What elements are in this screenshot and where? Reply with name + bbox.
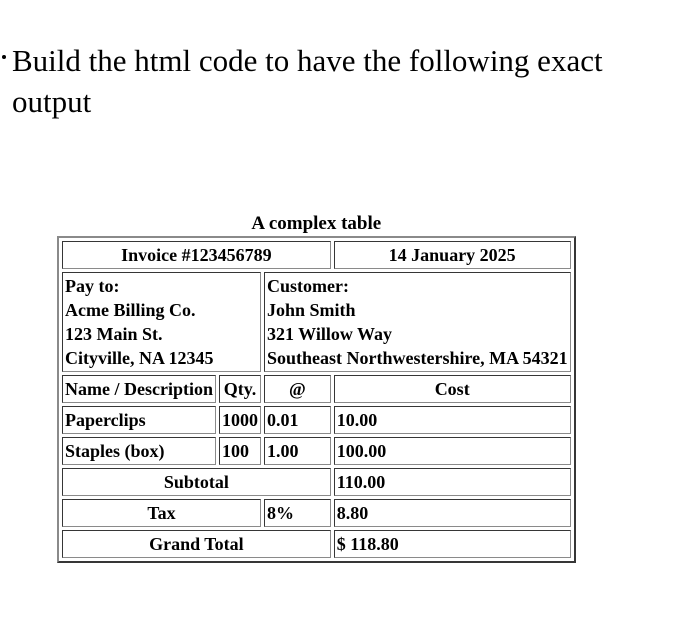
invoice-table [57,213,576,563]
item-price: 0.01 [264,406,331,434]
tax-value: 8.80 [334,499,571,527]
tax-label: Tax [62,499,261,527]
item-qty: 1000 [219,406,261,434]
item-name: Paperclips [62,406,216,434]
customer-line: John Smith [266,300,356,320]
bullet-marker [2,55,6,59]
column-header-price: @ [264,375,331,403]
table-row [62,499,571,527]
customer-line: Southeast Northwestershire, MA 54321 [266,348,568,368]
item-cost: 10.00 [334,406,571,434]
instruction-text [4,40,694,122]
customer-cell [264,272,571,372]
item-cost: 100.00 [334,437,571,465]
pay-to-cell [62,272,261,372]
invoice-number: Invoice #123456789 [62,241,331,269]
pay-to-label: Pay to: [65,276,120,296]
table-row [62,437,571,465]
tax-rate: 8% [264,499,331,527]
table-row [62,241,571,269]
invoice-table-wrapper [57,213,576,563]
pay-to-line: 123 Main St. [65,324,163,344]
invoice-date: 14 January 2025 [334,241,571,269]
instruction-line-1: Build the html code to have the following exact [12,43,603,78]
customer-line: 321 Willow Way [266,324,393,344]
item-qty: 100 [219,437,261,465]
column-header-cost: Cost [334,375,571,403]
grand-total-value: $ 118.80 [334,530,571,558]
table-row [62,468,571,496]
subtotal-label: Subtotal [62,468,331,496]
column-header-qty: Qty. [219,375,261,403]
grand-total-label: Grand Total [62,530,331,558]
table-row [62,406,571,434]
column-header-name: Name / Description [62,375,216,403]
pay-to-line: Cityville, NA 12345 [65,348,214,368]
pay-to-line: Acme Billing Co. [65,300,196,320]
item-price: 1.00 [264,437,331,465]
instruction-line-2: output [12,84,92,119]
table-caption: A complex table [251,213,382,234]
customer-label: Customer: [266,276,349,296]
subtotal-value: 110.00 [334,468,571,496]
table-header-row [62,375,571,403]
item-name: Staples (box) [62,437,216,465]
table-row [62,530,571,558]
table-row [62,272,571,372]
